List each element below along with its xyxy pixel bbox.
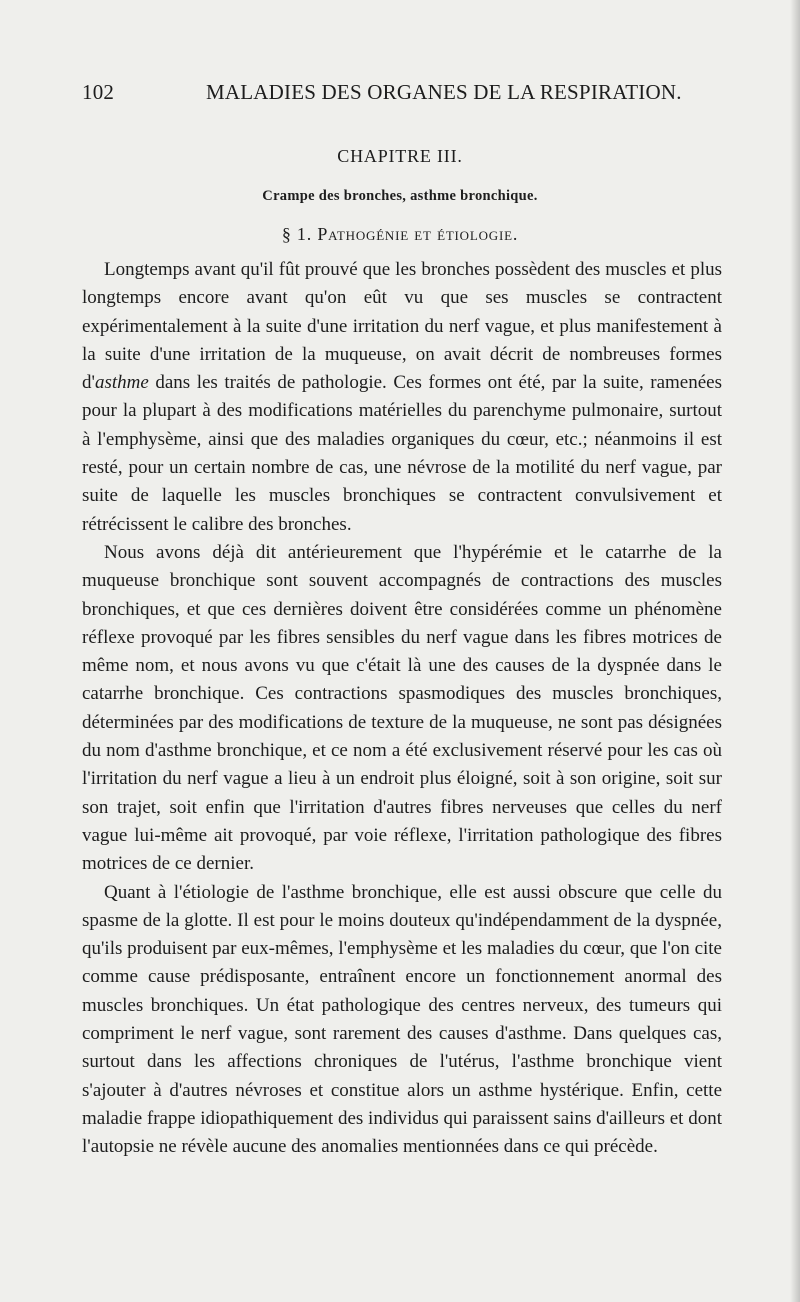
page-header [82, 80, 722, 108]
page-edge-shadow [790, 0, 800, 1302]
body-text [82, 256, 722, 1162]
paragraph-2: Nous avons déjà dit antérieurement que l'hypérémie et le catarrhe de la muqueuse bronchique sont souvent accompagnés de contractions des muscles bronchiques, et que ces dernières doivent être considérées comme un phénomène réflexe provoqué par les fibres sensibles du nerf vague dans les fibres motrices de même nom, et nous avons vu que c'était là une des causes de la dyspnée dans le catarrhe bronchique. Ces contractions spasmodiques des muscles bronchiques, déterminées par des modifications de texture de la muqueuse, ne sont pas désignées du nom d'asthme bronchique, et ce nom a été exclusivement réservé pour les cas où l'irritation du nerf vague a lieu à un endroit plus éloigné, soit à son origine, soit sur son trajet, soit enfin que l'irritation d'autres fibres nerveuses que celles du nerf vague lui-même ait provoqué, par voie réflexe, l'irritation pathologique des fibres motrices de ce dernier. [82, 541, 722, 875]
paragraph-1-part-1: Longtemps avant qu'il fût prouvé que les bronches possèdent des muscles et plus longtemps encore avant qu'on eût vu que ses muscles se contractent expérimentalement à la suite d'une irritation du nerf vague, et plus manifestement à la suite d'une irritation de la muqueuse, on avait décrit de nombreuses formes d' [82, 259, 722, 394]
paragraph-3: Quant à l'étiologie de l'asthme bronchique, elle est aussi obscure que celle du spasme de la glotte. Il est pour le moins douteux qu'indépendamment de la dyspnée, qu'ils produisent par eux-mêmes, l'emphysème et les maladies du cœur, que l'on cite comme cause prédisposante, entraînent encore un fonctionnement anormal des muscles bronchiques. Un état pathologique des centres nerveux, des tumeurs qui compriment le nerf vague, sont rarement des causes d'asthme. Dans quelques cas, surtout dans les affections chroniques de l'utérus, l'asthme bronchique vient s'ajouter à d'autres névroses et constitue alors un asthme hystérique. Enfin, cette maladie frappe idiopathiquement des individus qui paraissent sains d'ailleurs et dont l'autopsie ne révèle aucune des anomalies mentionnées dans ce qui précède. [82, 881, 722, 1158]
chapter-subtitle: Crampe des bronches, asthme bronchique. [262, 188, 538, 204]
paragraph-1 [82, 256, 722, 539]
chapter-title: CHAPITRE III. [337, 146, 463, 166]
running-title: MALADIES DES ORGANES DE LA RESPIRATION. [206, 80, 682, 104]
section-heading: § 1. Pathogénie et étiologie. [281, 224, 519, 244]
paragraph-1-emphasis: asthme [94, 372, 149, 394]
paragraph-1-part-2: dans les traités de pathologie. Ces formes ont été, par la suite, ramenées pour la plupart à des modifications matérielles du parenchyme pulmonaire, surtout à l'emphysème, ainsi que des maladies organiques du cœur, etc.; néanmoins il est resté, pour un certain nombre de cas, une névrose de la motilité du nerf vague, par suite de laquelle les muscles bronchiques se contractent convulsivement et rétrécissent le calibre des bronches. [82, 372, 722, 535]
page-number: 102 [82, 80, 115, 104]
